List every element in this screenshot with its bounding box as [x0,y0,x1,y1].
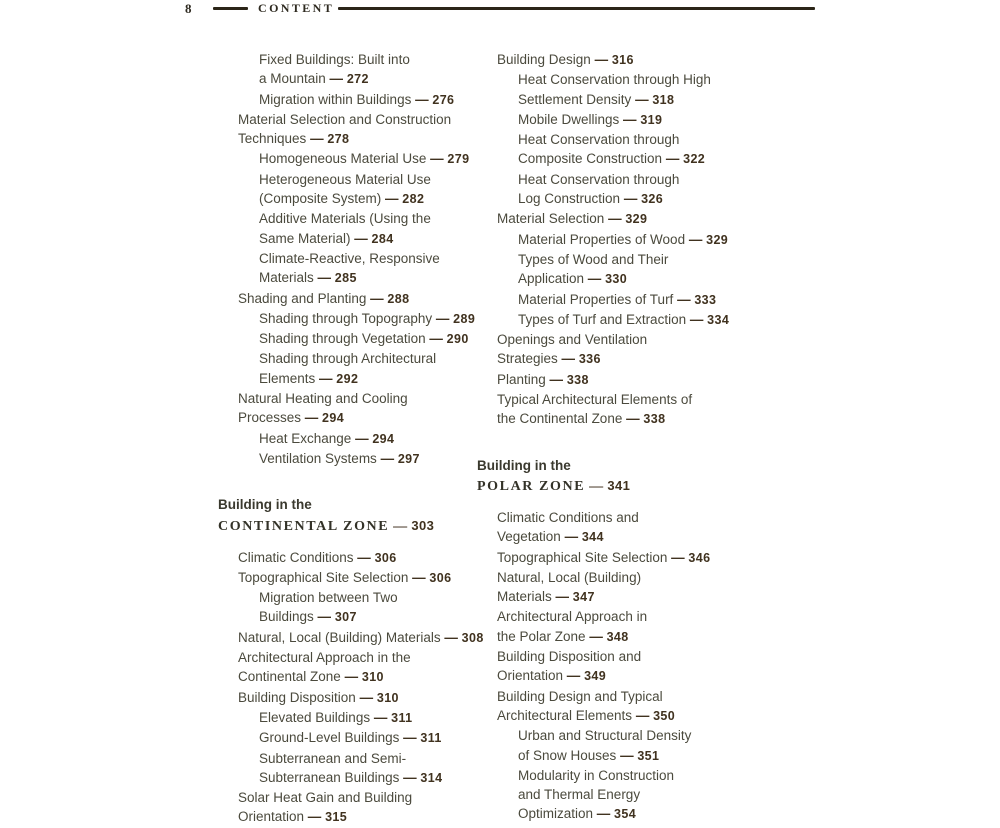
page-ref-number: 311 [391,710,413,725]
toc-entry [218,429,480,449]
section-title [218,515,480,537]
em-dash: — [560,529,582,545]
toc-entry [477,250,739,290]
toc-entry [218,329,480,349]
toc-entry [218,389,480,429]
page-ref-number: 290 [446,332,469,347]
toc-entry-line: Same Material) — 284 [259,230,394,246]
page-ref-number: 303 [411,517,435,533]
toc-entry-line: Strategies — 336 [497,351,601,367]
page-ref-number: 319 [640,112,663,127]
em-dash: — [584,271,606,287]
page-ref [558,351,601,366]
toc-entry [218,648,480,688]
em-dash: — [631,91,653,107]
toc-entries-block [218,548,484,828]
em-dash: — [619,111,641,127]
toc-entry-line: Application — 330 [518,271,628,287]
page-ref-number: 308 [461,630,484,645]
page-ref-number: 338 [643,412,666,427]
toc-entry-line: Subterranean and Semi- [259,750,407,766]
page-ref [585,479,630,494]
page-ref [399,730,441,745]
toc-entry-line: Heat Exchange — 294 [259,430,395,446]
toc-entry-line: Subterranean Buildings — 314 [259,769,443,785]
page-ref [591,52,634,67]
em-dash: — [350,230,372,246]
toc-entry-line: Migration between Two [259,590,398,606]
toc-entry-line: Mobile Dwellings — 319 [518,111,663,127]
page-ref [381,191,424,206]
page-ref-number: 316 [611,53,634,67]
em-dash: — [590,52,612,67]
toc-entry-line: Ground-Level Buildings — 311 [259,730,442,746]
header-rule-long [338,7,815,10]
toc-entry-line: Additive Materials (Using the [259,211,431,227]
toc-entry-line: Building Disposition — 310 [238,689,399,705]
em-dash: — [440,629,462,645]
page-ref-number: 297 [397,451,420,466]
toc-entry [218,708,480,728]
em-dash: — [545,371,567,387]
toc-entry [477,548,739,568]
em-dash: — [632,707,654,723]
toc-entry-line: Composite Construction — 322 [518,151,706,167]
toc-entry-line: Shading through Vegetation — 290 [259,331,469,347]
page-ref [326,71,369,86]
page-ref-number: 315 [325,810,348,825]
toc-entry [477,726,739,766]
toc-entry [477,110,739,130]
toc-entry-line: Material Selection — 329 [497,211,648,227]
page-ref [632,708,675,723]
page-ref-number: 344 [581,530,604,545]
page-ref-number: 329 [625,212,648,227]
page-ref [304,809,347,824]
toc-entry [477,310,739,330]
toc-entry [477,130,739,170]
em-dash: — [673,291,695,307]
page-ref [432,311,475,326]
page-ref-number: 310 [376,690,399,705]
toc-entry-line: Types of Wood and Their [518,251,669,267]
toc-entry [218,209,480,249]
em-dash: — [622,411,644,427]
page-ref-number: 354 [614,807,637,822]
em-dash: — [662,151,684,167]
toc-entry-line: Materials — 347 [497,589,595,605]
toc-entry [218,289,480,309]
toc-entry-line: Architectural Elements — 350 [497,707,676,723]
toc-entry-line: Material Properties of Wood — 329 [518,231,729,247]
page-ref-number: 272 [346,72,369,87]
page-ref-number: 351 [637,748,660,763]
page-ref-number: 322 [683,152,706,167]
toc-entry [477,390,739,430]
section-title-text: CONTINENTAL ZONE [218,518,390,534]
page-ref-number: 346 [688,550,711,565]
toc-entry-line: a Mountain — 272 [259,71,369,87]
em-dash: — [426,151,448,167]
toc-entry-line: Climatic Conditions — 306 [238,549,397,565]
toc-entry-line: Optimization — 354 [518,806,637,822]
page-ref-number: 326 [641,192,664,207]
em-dash: — [366,290,388,306]
toc-entry-line: Architectural Approach in [497,609,648,625]
em-dash: — [432,310,454,326]
page-ref [370,710,412,725]
toc-entry [218,249,480,289]
toc-entry-line: Buildings — 307 [259,609,357,625]
page-ref-number: 347 [572,590,595,605]
em-dash: — [351,430,373,446]
toc-entry-line: Building Disposition and [497,649,642,665]
toc-entry [218,449,480,469]
toc-entry [218,50,480,90]
page-ref [389,519,434,534]
toc-entry [477,230,739,250]
toc-entry-line: the Polar Zone — 348 [497,628,629,644]
page-ref-number: 292 [336,371,359,386]
toc-entries-block [218,50,480,469]
em-dash: — [306,131,328,147]
section-title [477,475,739,497]
toc-entry [218,628,484,648]
toc-entry [477,647,739,687]
em-dash: — [620,191,642,207]
toc-entry [477,508,739,548]
page-number: 8 [185,1,192,16]
toc-entry-line: Orientation — 349 [497,668,607,684]
toc-entry-line: Solar Heat Gain and Building [238,790,413,806]
page-ref [563,668,606,683]
page-ref-number: 348 [606,629,629,644]
header-title: CONTENT [258,1,335,15]
em-dash: — [304,809,326,825]
toc-entry-line: Planting — 338 [497,371,589,387]
toc-entry-line: Log Construction — 326 [518,191,664,207]
toc-entry-line: Climate-Reactive, Responsive [259,250,440,266]
page-ref-number: 276 [432,92,455,107]
page-ref [315,371,358,386]
toc-entry [218,728,480,748]
page-ref [301,410,344,425]
em-dash: — [563,668,585,684]
toc-entry [218,588,480,628]
page-ref [546,372,589,387]
toc-entry-line: Climatic Conditions and [497,509,639,525]
toc-entry [477,170,739,210]
toc-entry [477,687,739,727]
em-dash: — [685,231,707,247]
page-ref-number: 282 [402,192,425,207]
page-ref [356,690,399,705]
toc-entry-line: Topographical Site Selection — 346 [497,549,711,565]
page-ref [662,151,705,166]
page-ref [620,191,663,206]
em-dash: — [585,628,607,644]
page-ref [314,270,357,285]
page-ref-number: 349 [584,669,607,684]
em-dash: — [667,549,689,565]
toc-entry [477,370,739,390]
toc-entry-line: Continental Zone — 310 [238,669,384,685]
em-dash: — [389,518,412,534]
page-ref-number: 288 [387,291,410,306]
toc-entry-line: (Composite System) — 282 [259,191,425,207]
page-ref [411,92,454,107]
toc-entry-line: Elevated Buildings — 311 [259,709,413,725]
toc-entry [477,330,739,370]
page-ref-number: 289 [453,311,476,326]
toc-entry-line: Settlement Density — 318 [518,91,675,107]
toc-entry-line: Heat Conservation through [518,171,680,187]
section-intro: Building in the [477,457,571,473]
toc-entry [218,688,480,708]
page-ref-number: 278 [327,132,350,147]
em-dash: — [376,450,398,466]
page-ref-number: 334 [707,312,730,327]
page-ref [351,431,394,446]
em-dash: — [353,549,375,565]
toc-entry-line: Processes — 294 [238,410,345,426]
section-intro: Building in the [218,497,312,513]
page-ref [686,312,729,327]
page-ref-number: 329 [706,232,729,247]
em-dash: — [313,609,335,625]
page-ref-number: 318 [652,92,675,107]
toc-entry-line: Building Design and Typical [497,688,663,704]
page-ref [604,211,647,226]
section-heading [477,456,739,497]
toc-entry-line: Heat Conservation through High [518,72,711,88]
page-ref-number: 350 [653,708,676,723]
page-ref [631,92,674,107]
page-ref-number: 330 [605,272,628,287]
toc-entry-line: Building Design — 316 [497,52,634,67]
page-ref [426,331,469,346]
toc-entry [218,309,480,329]
toc-entry [477,209,739,229]
em-dash: — [686,311,708,327]
toc-entry [218,110,480,150]
toc-entry-line: Orientation — 315 [238,809,348,825]
toc-entry-line: Vegetation — 344 [497,529,604,545]
toc-entry-line: the Continental Zone — 338 [497,411,666,427]
toc-entry-line: Heterogeneous Material Use [259,171,431,187]
toc-entry-line: Modularity in Construction [518,767,675,783]
em-dash: — [399,769,421,785]
em-dash: — [551,589,573,605]
section-heading [218,495,480,536]
page-ref [426,151,469,166]
em-dash: — [557,351,579,367]
page-ref-number: 314 [420,770,443,785]
page-ref [399,770,442,785]
page-ref [584,271,627,286]
page-ref [341,669,384,684]
em-dash: — [585,478,608,494]
section-title-text: POLAR ZONE [477,478,586,494]
em-dash: — [593,806,615,822]
toc-entry [218,548,480,568]
page-ref [586,629,629,644]
page-ref [314,609,357,624]
toc-entry-line: Openings and Ventilation [497,332,648,348]
toc-entry [218,149,480,169]
page-ref [667,550,710,565]
toc-entry-line: Natural, Local (Building) Materials — 308 [238,629,484,645]
toc-entry-line: Types of Turf and Extraction — 334 [518,311,730,327]
page-ref-number: 306 [429,570,452,585]
toc-entry-line: Typical Architectural Elements of [497,392,693,408]
page-ref [673,292,716,307]
toc-entry [477,607,739,647]
em-dash: — [604,211,626,227]
toc-entries-block [477,50,739,430]
toc-entry [477,70,739,110]
page-ref [354,550,397,565]
page-ref-number: 310 [361,670,384,685]
em-dash: — [399,730,421,746]
page-ref [619,112,662,127]
toc-entry-line: Natural, Local (Building) [497,569,642,585]
em-dash: — [340,669,362,685]
toc-entry-line: Techniques — 278 [238,131,350,147]
toc-entry-line: Fixed Buildings: Built into [259,52,410,67]
page-ref-number: 333 [694,292,717,307]
toc-entry-line: Heat Conservation through [518,132,680,148]
toc-entry-line: Shading through Topography — 289 [259,310,476,326]
toc-entry [218,568,480,588]
page-ref-number: 284 [371,231,394,246]
page-header [185,0,815,18]
em-dash: — [313,270,335,286]
page-ref [622,411,665,426]
em-dash: — [370,709,392,725]
page-ref [616,748,659,763]
page-ref-number: 306 [374,550,397,565]
toc-entry [477,568,739,608]
toc-column-right [477,50,739,825]
em-dash: — [315,370,337,386]
page-ref-number: 294 [322,411,345,426]
toc-column-left [218,50,484,828]
em-dash: — [381,191,403,207]
toc-entry-line: Natural Heating and Cooling [238,391,408,407]
page-ref [685,232,728,247]
toc-entry [218,749,480,789]
toc-entry [477,50,739,70]
toc-entry [218,788,480,828]
header-rule-short [213,7,248,10]
page-ref [593,806,636,821]
toc-entry-line: Material Properties of Turf — 333 [518,291,717,307]
toc-entry-line: Migration within Buildings — 276 [259,91,455,107]
toc-entry-line: and Thermal Energy [518,787,641,803]
page-ref [377,451,420,466]
toc-entries-block [477,508,739,825]
toc-entry [477,290,739,310]
em-dash: — [425,331,447,347]
page-ref-number: 279 [447,152,470,167]
page-ref [306,131,349,146]
toc-entry-line: Elements — 292 [259,370,359,386]
toc-entry-line: Shading and Planting — 288 [238,290,410,306]
toc-entry-line: Materials — 285 [259,270,357,286]
toc-entry-line: of Snow Houses — 351 [518,747,660,763]
page-ref-number: 338 [566,372,589,387]
em-dash: — [355,689,377,705]
toc-entry [218,349,480,389]
toc-entry-line: Urban and Structural Density [518,728,692,744]
toc-entry-line: Homogeneous Material Use — 279 [259,151,470,167]
page-ref [408,570,451,585]
em-dash: — [616,747,638,763]
page-ref-number: 285 [334,271,357,286]
toc-entry-line: Shading through Architectural [259,351,437,367]
em-dash: — [301,410,323,426]
em-dash: — [408,569,430,585]
page-ref-number: 341 [607,477,631,493]
toc-entry-line: Ventilation Systems — 297 [259,450,420,466]
em-dash: — [411,91,433,107]
toc-entry-line: Architectural Approach in the [238,650,411,666]
page-ref-number: 294 [372,431,395,446]
page-ref-number: 336 [578,352,601,367]
toc-entry-line: Topographical Site Selection — 306 [238,569,452,585]
toc-entry [477,766,739,825]
page-ref-number: 311 [420,731,442,746]
toc-entry-line: Material Selection and Construction [238,111,452,127]
page-ref [561,529,604,544]
page-ref [366,291,409,306]
page-ref [351,231,394,246]
page-ref-number: 307 [334,610,357,625]
page-ref [552,589,595,604]
toc-entry [218,170,480,210]
em-dash: — [325,71,347,87]
toc-entry [218,90,480,110]
